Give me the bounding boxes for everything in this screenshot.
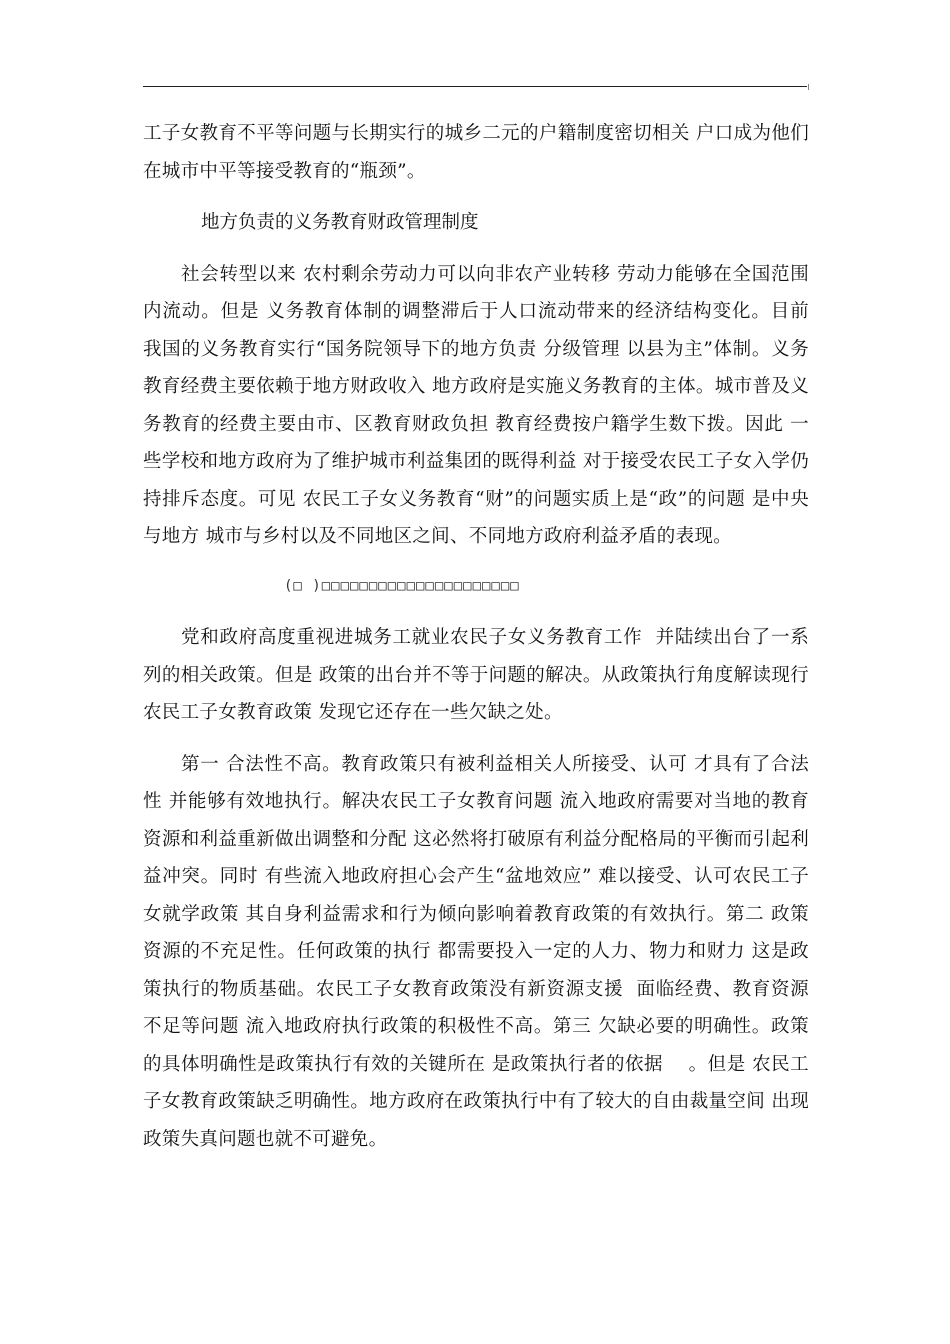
section-heading-garbled: (□ )□□□□□□□□□□□□□□□□□□□□□ xyxy=(284,577,520,594)
document-body xyxy=(143,115,816,1158)
header-rule-tick xyxy=(808,84,809,90)
paragraph-policy-shortcomings: 第一 合法性不高。教育政策只有被利益相关人所接受、认可 才具有了合法性 并能够有效地执行。解决农民工子女教育问题 流入地政府需要对当地的教育资源和利益重新做出调整和分配 这必然将打破原有利益分配格局的平衡而引起利益冲突。同时 有些流入地政府担心会产生“盆地效应” 难以接受、认可农民工子女就学政策 其自身利益需求和行为倾向影响着教育政策的有效执行。第二 政策资源的不充足性。任何政策的执行 都需要投入一定的人力、物力和财力 这是政策执行的物质基础。农民工子女教育政策没有新资源支援 面临经费、教育资源不足等问题 流入地政府执行政策的积极性不高。第三 欠缺必要的明确性。政策的具体明确性是政策执行有效的关键所在 是政策执行者的依据 。但是 农民工子女教育政策缺乏明确性。地方政府在政策执行中有了较大的自由裁量空间 出现政策失真问题也就不可避免。 xyxy=(143,753,809,1150)
section-heading-fiscal-system: 地方负责的义务教育财政管理制度 xyxy=(201,212,479,233)
header-rule xyxy=(143,86,807,87)
paragraph-fiscal-system: 社会转型以来 农村剩余劳动力可以向非农产业转移 劳动力能够在全国范围内流动。但是 义务教育体制的调整滞后于人口流动带来的经济结构变化。目前 我国的义务教育实行“国务院领导下的地方负责 分级管理 以县为主”体制。义务教育经费主要依赖于地方财政收入 地方政府是实施义务教育的主体。城市普及义务教育的经费主要由市、区教育财政负担 教育经费按户籍学生数下拨。因此 一些学校和地方政府为了维护城市利益集团的既得利益 对于接受农民工子女入学仍持排斥态度。可见 农民工子女义务教育“财”的问题实质上是“政”的问题 是中央与地方 城市与乡村以及不同地区之间、不同地方政府利益矛盾的表现。 xyxy=(143,263,816,547)
paragraph-policy-intro: 党和政府高度重视进城务工就业农民子女义务教育工作 并陆续出台了一系列的相关政策。但是 政策的出台并不等于问题的解决。从政策执行角度解读现行农民工子女教育政策 发现它还存在一些欠缺之处。 xyxy=(143,627,809,723)
paragraph-continued: 工子女教育不平等问题与长期实行的城乡二元的户籍制度密切相关 户口成为他们在城市中平等接受教育的“瓶颈”。 xyxy=(143,123,809,182)
